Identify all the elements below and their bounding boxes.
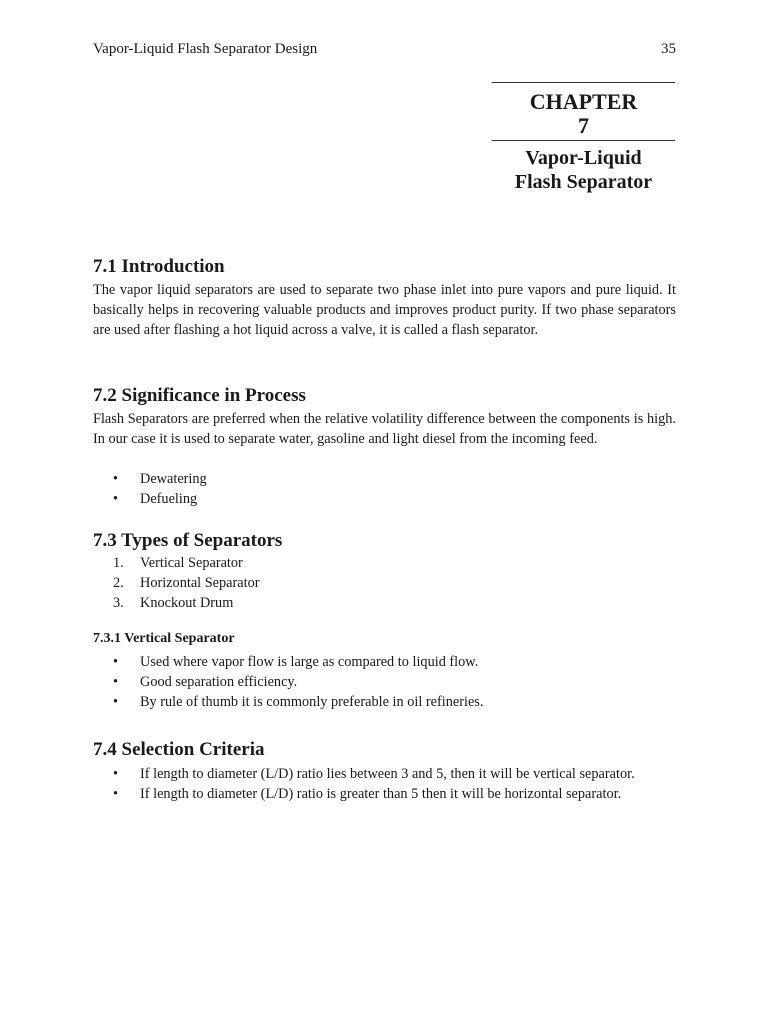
section-heading-types: 7.3 Types of Separators	[93, 530, 283, 551]
bullet-icon: •	[113, 786, 119, 802]
introduction-paragraph: The vapor liquid separators are used to separate two phase inlet into pure vapors and pure liquid. It basically helps in recovering valuable products and improves product purity. If two phase separators are used after flashing a hot liquid across a valve, it is called a flash separator.	[93, 282, 676, 338]
chapter-top-rule	[492, 82, 675, 83]
significance-bullet-list	[113, 469, 673, 509]
section-heading-introduction: 7.1 Introduction	[93, 256, 225, 277]
list-item: 2. Horizontal Separator	[113, 575, 260, 591]
page-number: 35	[661, 41, 676, 57]
list-item: • Dewatering	[113, 471, 207, 487]
bullet-icon: •	[113, 766, 119, 782]
bullet-icon: •	[113, 654, 119, 670]
list-item: • Good separation efficiency.	[113, 674, 298, 690]
bullet-icon: •	[113, 491, 119, 507]
list-item: • Defueling	[113, 491, 198, 507]
list-item: 1. Vertical Separator	[113, 555, 243, 571]
bullet-icon: •	[113, 471, 119, 487]
chapter-label: CHAPTER	[529, 89, 638, 114]
chapter-heading-block	[492, 82, 675, 194]
selection-criteria-bullet-list	[113, 764, 693, 804]
list-item: • By rule of thumb it is commonly preferable in oil refineries.	[113, 694, 484, 710]
list-item: 3. Knockout Drum	[113, 595, 234, 611]
chapter-title-line1: Vapor-Liquid	[525, 147, 642, 169]
subsection-heading-vertical-separator: 7.3.1 Vertical Separator	[93, 631, 235, 646]
bullet-icon: •	[113, 694, 119, 710]
chapter-title-line2: Flash Separator	[514, 171, 653, 193]
bullet-icon: •	[113, 674, 119, 690]
separator-types-list	[113, 553, 673, 613]
list-item: • Used where vapor flow is large as compared to liquid flow.	[113, 654, 479, 670]
chapter-number: 7	[578, 113, 589, 138]
list-item: • If length to diameter (L/D) ratio lies between 3 and 5, then it will be vertical separator.	[113, 766, 635, 782]
running-title: Vapor-Liquid Flash Separator Design	[93, 41, 318, 57]
chapter-bottom-rule	[492, 140, 675, 141]
list-item: • If length to diameter (L/D) ratio is greater than 5 then it will be horizontal separator.	[113, 786, 622, 802]
vertical-separator-bullet-list	[113, 652, 673, 712]
running-header	[93, 41, 676, 58]
section-heading-significance: 7.2 Significance in Process	[93, 385, 306, 406]
significance-paragraph: Flash Separators are preferred when the relative volatility difference between the components is high. In our case it is used to separate water, gasoline and light diesel from the incoming feed.	[93, 411, 676, 447]
section-heading-selection-criteria: 7.4 Selection Criteria	[93, 739, 265, 760]
